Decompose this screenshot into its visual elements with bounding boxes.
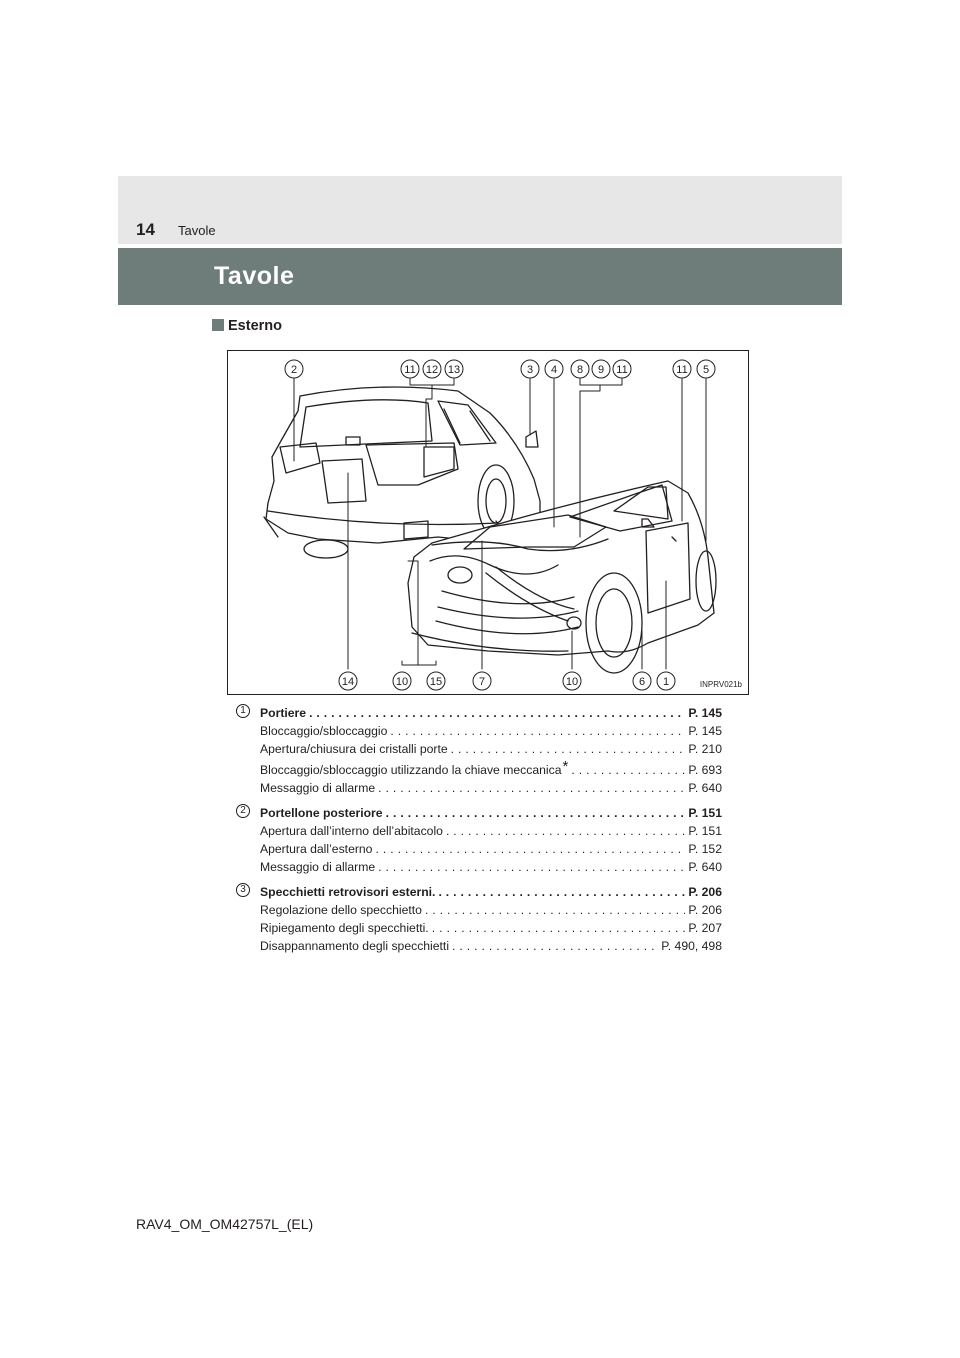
entry-2 xyxy=(236,804,722,876)
entry-3 xyxy=(236,883,722,955)
entry-number-badge: 3 xyxy=(236,883,250,897)
entry-number-badge: 1 xyxy=(236,704,250,718)
callout-top-3 xyxy=(521,360,539,378)
asterisk-mark: * xyxy=(562,758,569,775)
svg-text:4: 4 xyxy=(550,364,558,376)
callout-top-11 xyxy=(401,360,419,378)
sub-label: Regolazione dello specchietto xyxy=(260,903,422,917)
page-ref: P. 640 xyxy=(688,860,722,874)
svg-text:8: 8 xyxy=(576,364,584,376)
svg-text:10: 10 xyxy=(565,676,579,688)
entry-title: Portellone posteriore xyxy=(260,806,383,820)
svg-text:9: 9 xyxy=(597,364,605,376)
exterior-figure xyxy=(227,350,749,695)
sub-row xyxy=(260,840,722,858)
svg-text:5: 5 xyxy=(702,364,710,376)
sub-label: Messaggio di allarme xyxy=(260,860,376,874)
sub-label: Apertura/chiusura dei cristalli porte xyxy=(260,742,448,756)
sub-row xyxy=(260,740,722,758)
callout-top-13 xyxy=(445,360,463,378)
sub-label: Messaggio di allarme xyxy=(260,781,376,795)
section-title: Tavole xyxy=(214,262,295,290)
sub-label: Apertura dall’esterno xyxy=(260,842,373,856)
page-ref: P. 145 xyxy=(688,706,722,720)
subheading: Esterno xyxy=(228,318,282,334)
page-ref: P. 210 xyxy=(688,742,722,756)
svg-text:7: 7 xyxy=(478,676,486,688)
header-band xyxy=(118,176,842,244)
page-ref: P. 490, 498 xyxy=(661,939,722,953)
entry-main-row xyxy=(260,883,722,901)
callout-top-8 xyxy=(571,360,589,378)
sub-row xyxy=(260,901,722,919)
callout-bottom-15 xyxy=(427,672,445,690)
entry-main-row xyxy=(260,704,722,722)
page-ref: P. 152 xyxy=(688,842,722,856)
entry-number-badge: 2 xyxy=(236,804,250,818)
page-ref: P. 151 xyxy=(688,806,722,820)
svg-text:11: 11 xyxy=(676,364,688,376)
sub-row xyxy=(260,758,722,779)
sub-row xyxy=(260,858,722,876)
callout-bottom-6 xyxy=(633,672,651,690)
callout-top-4 xyxy=(545,360,563,378)
callout-bottom-7 xyxy=(473,672,491,690)
sub-row xyxy=(260,919,722,937)
callout-top-11b xyxy=(613,360,631,378)
sub-row xyxy=(260,722,722,740)
entry-main-row xyxy=(260,804,722,822)
subheading-square-icon xyxy=(212,319,224,331)
page-number: 14 xyxy=(136,220,155,239)
page-ref: P. 145 xyxy=(688,724,722,738)
svg-text:12: 12 xyxy=(425,364,439,376)
document-code-footer: RAV4_OM_OM42757L_(EL) xyxy=(136,1216,314,1232)
svg-text:13: 13 xyxy=(447,364,461,376)
callout-top-2 xyxy=(285,360,303,378)
svg-text:1: 1 xyxy=(662,676,670,688)
sub-row xyxy=(260,822,722,840)
entry-title: Portiere xyxy=(260,706,307,720)
front-vehicle-drawing xyxy=(408,481,716,673)
callout-bottom-10b xyxy=(563,672,581,690)
sub-label: Bloccaggio/sbloccaggio utilizzando la chiave meccanica xyxy=(260,763,562,777)
page-ref: P. 207 xyxy=(688,921,722,935)
callout-bottom-1 xyxy=(657,672,675,690)
callout-top-11c xyxy=(673,360,691,378)
page-ref: P. 206 xyxy=(688,903,722,917)
svg-text:14: 14 xyxy=(341,676,355,688)
sub-row xyxy=(260,779,722,797)
svg-text:11: 11 xyxy=(404,364,416,376)
sub-label: Disappannamento degli specchietti xyxy=(260,939,450,953)
vehicle-illustration xyxy=(228,351,748,694)
page-ref: P. 206 xyxy=(688,885,722,899)
svg-text:10: 10 xyxy=(395,676,409,688)
sub-label: Apertura dall’interno dell’abitacolo xyxy=(260,824,443,838)
entry-list xyxy=(236,704,722,962)
svg-text:2: 2 xyxy=(290,364,298,376)
entry-title: Specchietti retrovisori esterni. xyxy=(260,885,436,899)
running-head: Tavole xyxy=(178,223,216,238)
svg-text:11: 11 xyxy=(616,364,628,376)
figure-code: INPRV021b xyxy=(699,680,742,689)
svg-text:3: 3 xyxy=(526,364,534,376)
page-ref: P. 151 xyxy=(688,824,722,838)
svg-text:6: 6 xyxy=(638,676,646,688)
sub-label: Ripiegamento degli specchietti. xyxy=(260,921,429,935)
callout-top-9 xyxy=(592,360,610,378)
callout-bottom-10 xyxy=(393,672,411,690)
callout-top-12 xyxy=(423,360,441,378)
page-ref: P. 693 xyxy=(688,763,722,777)
sub-label: Bloccaggio/sbloccaggio xyxy=(260,724,388,738)
callout-bottom-14 xyxy=(339,672,357,690)
callout-top-5 xyxy=(697,360,715,378)
page-ref: P. 640 xyxy=(688,781,722,795)
svg-text:15: 15 xyxy=(429,676,443,688)
sub-row xyxy=(260,937,722,955)
entry-1 xyxy=(236,704,722,797)
